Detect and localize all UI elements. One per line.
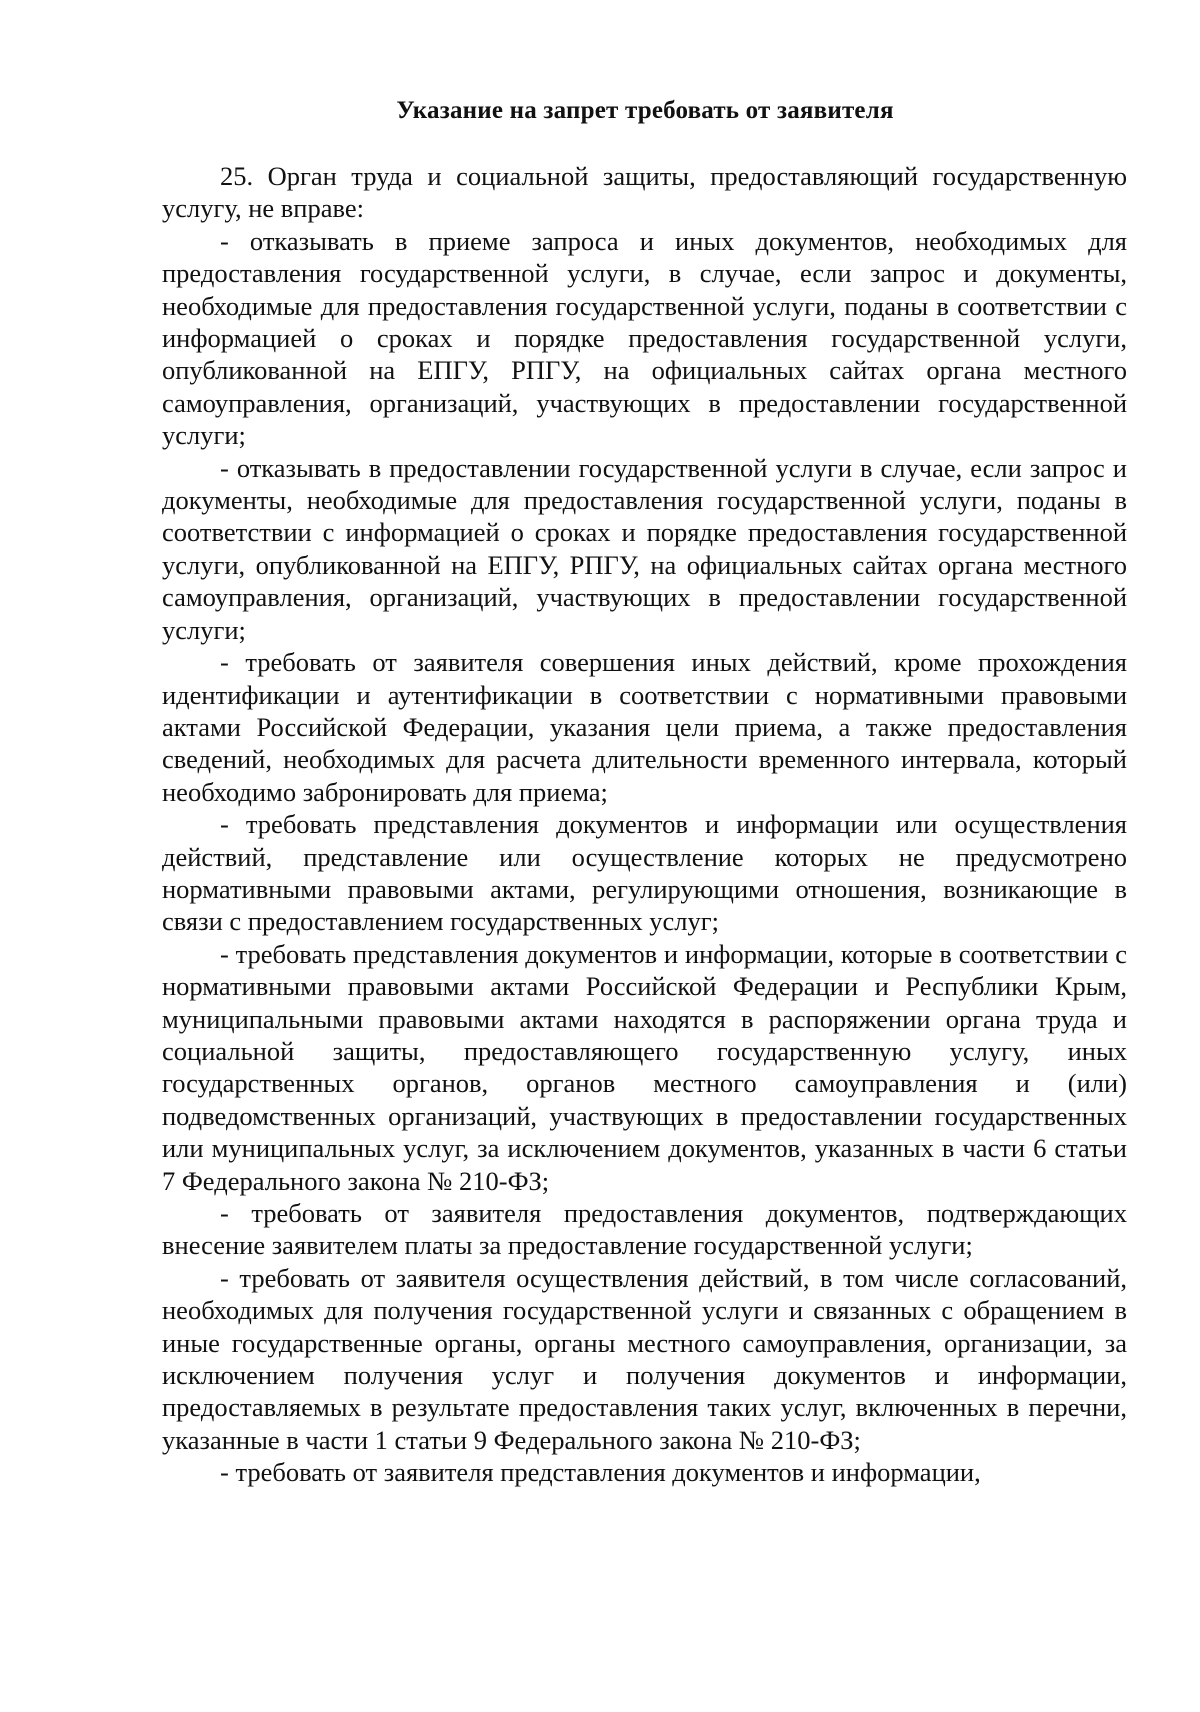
paragraph-require-documents-not-provided: - требовать представления документов и информации или осуществления действий, представление или осуществление которых не предусмотрено нормативными правовыми актами, регулирующими отношения, возникающие в связи с предоставлением государственных услуг; [162,809,1127,937]
paragraph-refuse-provision: - отказывать в предоставлении государственной услуги в случае, если запрос и документы, необходимые для предоставления государственной услуги, поданы в соответствии с информацией о сроках и порядке предоставления государственной услуги, опубликованной на ЕПГУ, РПГУ, на официальных сайтах органа местного самоуправления, организаций, участвующих в предоставлении государственной услуги; [162,452,1127,645]
paragraph-require-payment-proof: - требовать от заявителя предоставления документов, подтверждающих внесение заявителем платы за предоставление государственной услуги; [162,1198,1127,1261]
paragraph-require-documents-in-possession: - требовать представления документов и информации, которые в соответствии с нормативными правовыми актами Российской Федерации и Республики Крым, муниципальными правовыми актами находятся в распоряжении органа труда и социальной защиты, предоставляющего государственную услугу, иных государственных органов, органов местного самоуправления и (или) подведомственных организаций, участвующих в предоставлении государственных или муниципальных услуг, за исключением документов, указанных в части 6 статьи 7 Федерального закона № 210-ФЗ; [162,938,1127,1196]
paragraph-refuse-acceptance: - отказывать в приеме запроса и иных документов, необходимых для предоставления государственной услуги, в случае, если запрос и документы, необходимые для предоставления государственной услуги, поданы в соответствии с информацией о сроках и порядке предоставления государственной услуги, опубликованной на ЕПГУ, РПГУ, на официальных сайтах органа местного самоуправления, организаций, участвующих в предоставлении государственной услуги; [162,225,1127,451]
section-heading: Указание на запрет требовать от заявителя [396,97,894,124]
paragraph-item-25: 25. Орган труда и социальной защиты, предоставляющий государственную услугу, не вправе: [162,161,1127,224]
document-body [162,160,1127,1489]
paragraph-require-approvals: - требовать от заявителя осуществления действий, в том числе согласований, необходимых для получения государственной услуги и связанных с обращением в иные государственные органы, органы местного самоуправления, организации, за исключением получения услуг и получения документов и информации, предоставляемых в результате предоставления таких услуг, включенных в перечни, указанные в части 1 статьи 9 Федерального закона № 210-ФЗ; [162,1262,1127,1455]
paragraph-require-documents-continued: - требовать от заявителя представления документов и информации, [220,1457,981,1488]
paragraph-require-other-actions: - требовать от заявителя совершения иных действий, кроме прохождения идентификации и аутентификации в соответствии с нормативными правовыми актами Российской Федерации, указания цели приема, а также предоставления сведений, необходимых для расчета длительности временного интервала, который необходимо забронировать для приема; [162,647,1127,807]
